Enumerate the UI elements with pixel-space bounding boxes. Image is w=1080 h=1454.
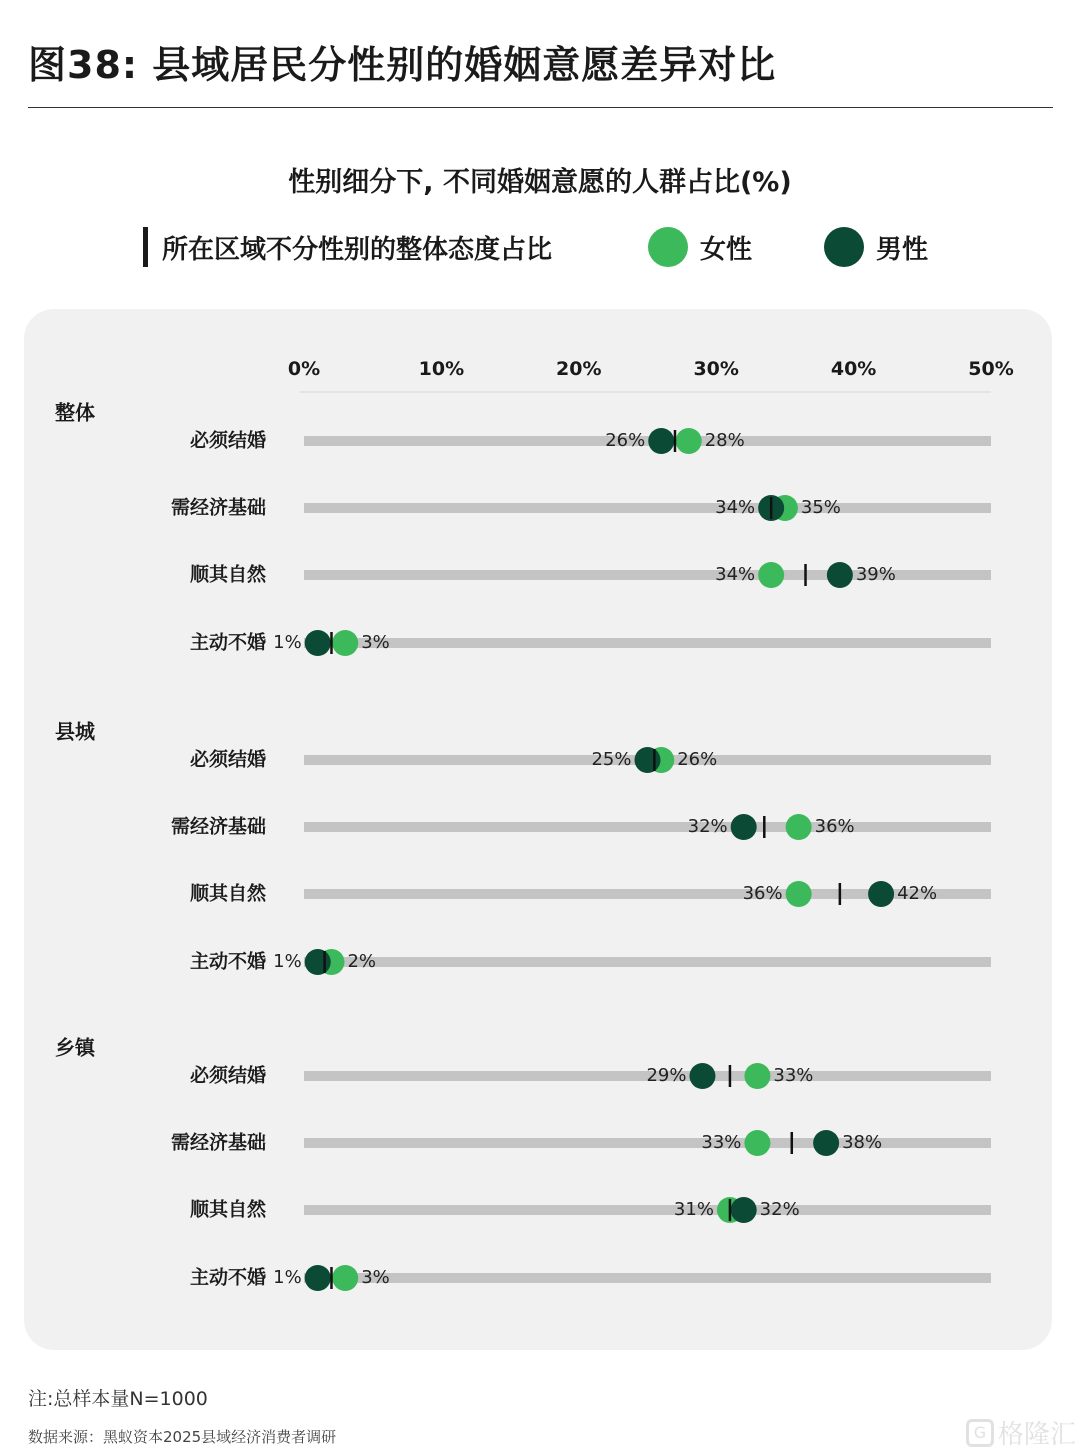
legend-overall-label: 所在区域不分性别的整体态度占比 — [162, 234, 553, 265]
row-label: 必须结婚 — [189, 1064, 266, 1087]
male-value-label: 1% — [273, 632, 302, 653]
legend-overall — [143, 226, 552, 268]
male-value-label: 38% — [842, 1132, 883, 1153]
female-dot — [786, 881, 812, 907]
female-value-label: 3% — [361, 632, 390, 653]
row-label: 主动不婚 — [189, 1266, 266, 1289]
legend-overall-marker — [143, 227, 148, 267]
female-value-label: 2% — [347, 951, 377, 972]
row-label: 必须结婚 — [189, 748, 266, 771]
row-label: 顺其自然 — [189, 882, 266, 905]
male-dot — [305, 1265, 331, 1291]
female-dot — [786, 814, 812, 840]
female-value-label: 33% — [773, 1065, 814, 1086]
female-dot — [332, 1265, 358, 1291]
female-value-label: 33% — [701, 1132, 742, 1153]
female-dot — [744, 1130, 770, 1156]
legend-female-dot — [648, 227, 688, 267]
legend-male-label: 男性 — [876, 234, 929, 265]
female-value-label: 26% — [677, 749, 718, 770]
male-value-label: 29% — [646, 1065, 687, 1086]
female-value-label: 3% — [361, 1267, 390, 1288]
male-dot — [689, 1063, 715, 1089]
group-label: 乡镇 — [55, 1035, 95, 1060]
figure-title: 图38: 县域居民分性别的婚姻意愿差异对比 — [28, 43, 777, 87]
female-dot — [744, 1063, 770, 1089]
female-value-label: 36% — [742, 883, 783, 904]
sample-note: 注:总样本量N=1000 — [28, 1388, 208, 1410]
watermark-logo-icon: G — [966, 1419, 994, 1447]
female-dot — [332, 630, 358, 656]
x-tick-label: 10% — [418, 358, 465, 380]
legend-male — [824, 226, 928, 268]
male-dot — [731, 814, 757, 840]
x-tick-label: 40% — [830, 358, 877, 380]
male-value-label: 1% — [273, 1267, 302, 1288]
x-tick-label: 20% — [556, 358, 602, 380]
title-divider — [28, 107, 1053, 108]
legend-female-label: 女性 — [700, 234, 753, 265]
male-dot — [648, 428, 674, 454]
x-tick-label: 0% — [287, 358, 321, 380]
male-dot — [305, 630, 331, 656]
row-label: 顺其自然 — [189, 563, 266, 586]
male-value-label: 32% — [687, 816, 728, 837]
row-label: 需经济基础 — [170, 815, 266, 838]
chart-panel — [24, 309, 1052, 1350]
dot-plot — [24, 309, 1052, 1350]
watermark-text: 格隆汇 — [998, 1420, 1077, 1450]
male-value-label: 26% — [605, 430, 646, 451]
male-dot — [868, 881, 894, 907]
male-value-label: 25% — [591, 749, 632, 770]
male-value-label: 42% — [897, 883, 938, 904]
row-label: 必须结婚 — [189, 429, 266, 452]
data-source: 数据来源：黑蚁资本2025县域经济消费者调研 — [28, 1428, 337, 1446]
female-value-label: 36% — [814, 816, 855, 837]
chart-title: 性别细分下, 不同婚姻意愿的人群占比(%) — [288, 167, 792, 198]
female-value-label: 31% — [673, 1199, 714, 1220]
male-dot — [813, 1130, 839, 1156]
male-dot — [827, 562, 853, 588]
male-dot — [731, 1197, 757, 1223]
legend-male-dot — [824, 227, 864, 267]
male-dot — [305, 949, 331, 975]
group-label: 县城 — [55, 719, 95, 744]
row-label: 需经济基础 — [170, 1131, 266, 1154]
female-value-label: 28% — [704, 430, 745, 451]
female-value-label: 35% — [800, 497, 841, 518]
row-label: 主动不婚 — [189, 631, 266, 654]
male-value-label: 34% — [715, 497, 756, 518]
female-dot — [676, 428, 702, 454]
female-dot — [758, 562, 784, 588]
male-value-label: 39% — [855, 564, 896, 585]
row-label: 需经济基础 — [170, 496, 266, 519]
row-label: 顺其自然 — [189, 1198, 266, 1221]
male-value-label: 1% — [273, 951, 302, 972]
watermark — [966, 1414, 1076, 1451]
row-label: 主动不婚 — [189, 950, 266, 973]
male-value-label: 32% — [759, 1199, 800, 1220]
x-tick-label: 50% — [968, 358, 1014, 380]
legend-female — [648, 226, 752, 268]
x-tick-label: 30% — [693, 358, 739, 380]
female-value-label: 34% — [715, 564, 756, 585]
group-label: 整体 — [55, 400, 95, 425]
male-dot — [635, 747, 661, 773]
